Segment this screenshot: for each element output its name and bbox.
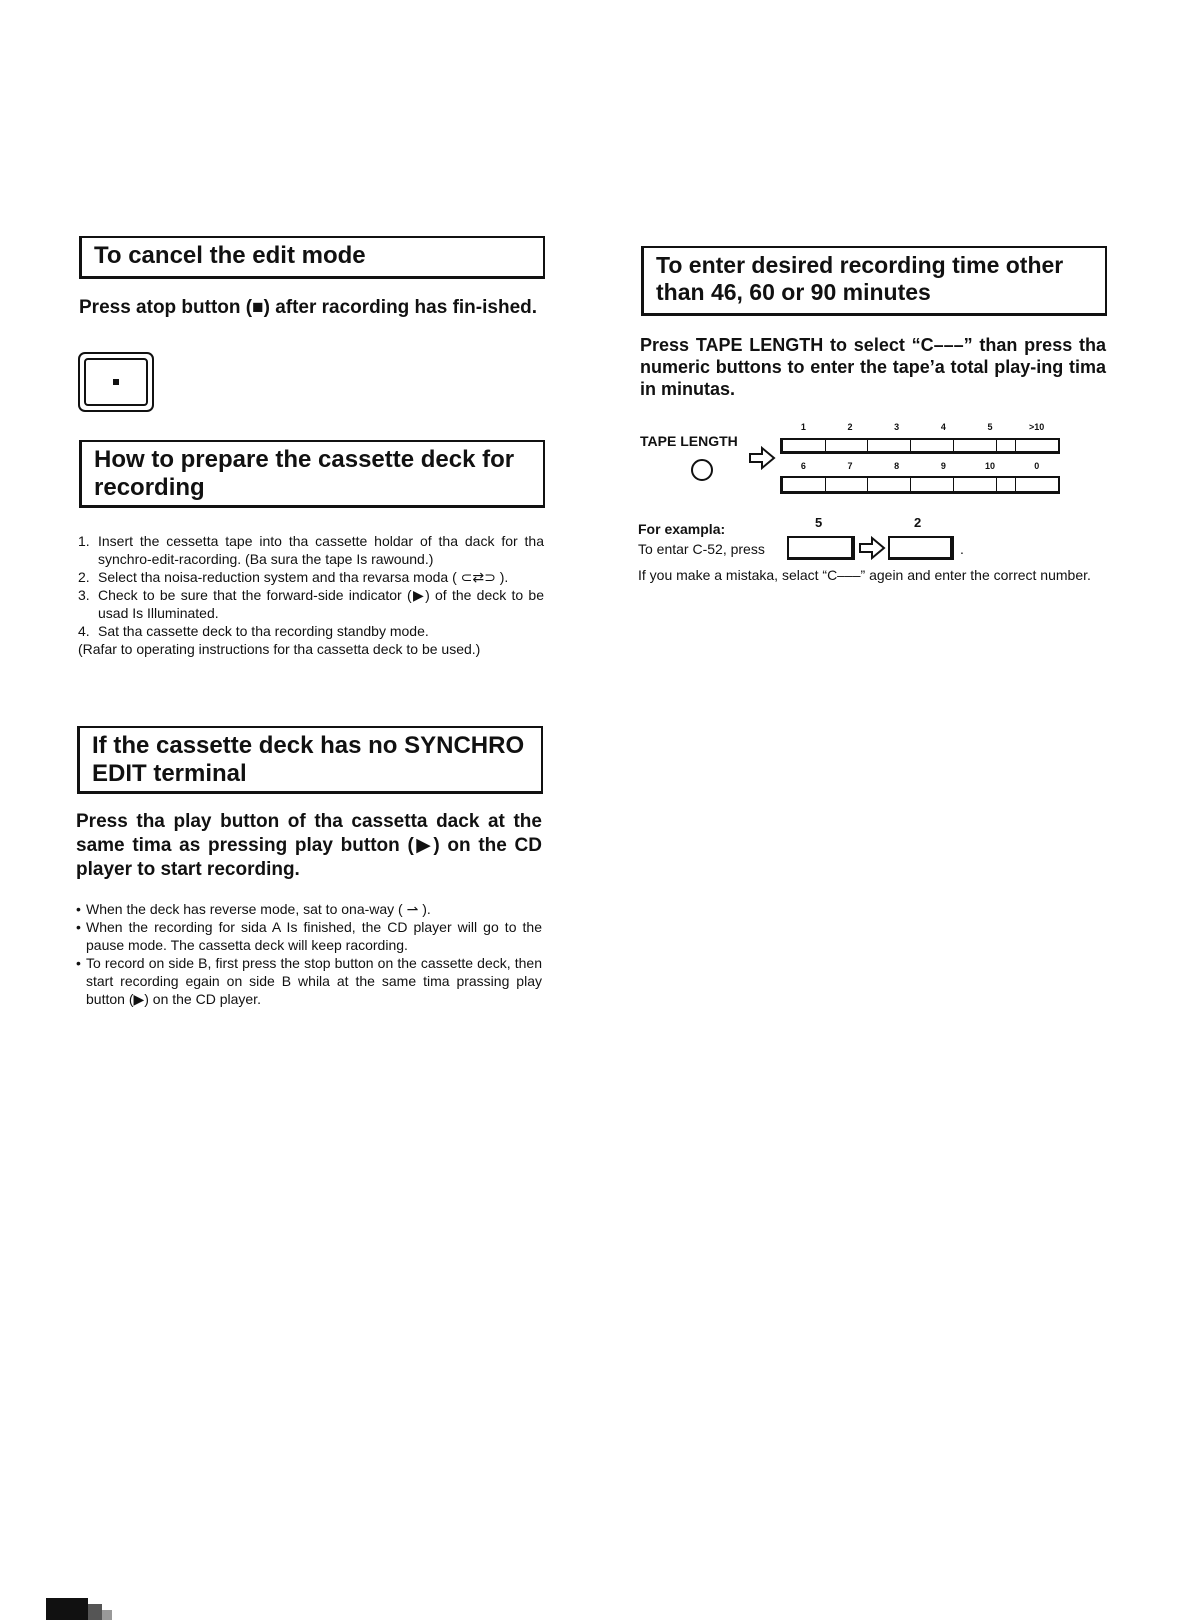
tape-length-button-icon [690, 458, 714, 482]
bottom-row-digit-labels: 6 7 8 9 10 0 [800, 461, 1040, 471]
example-digit-second: 2 [914, 515, 922, 530]
example-digit-first: 5 [815, 515, 823, 530]
cancel-heading: To cancel the edit mode [79, 236, 545, 279]
arrow-right-icon [748, 446, 776, 470]
prepare-heading: How to prepare the cassette deck for recording [79, 440, 545, 508]
numeric-button-row-top [780, 438, 1060, 454]
time-heading: To enter desired recording time other than 46, 60 or 90 minutes [641, 246, 1107, 316]
list-item: 1. Insert the cessetta tape into tha cassette holdar of tha dack for tha synchro-edit-racording. (Ba sura the tape Is rawound.) [78, 533, 544, 567]
list-item: 2. Select tha noisa-reduction system and tha revarsa moda ( ⊂⇄⊃ ). [78, 569, 509, 585]
list-item: • When the recording for sida A Is finished, the CD player will go to the pause mode. The cassetta deck will keep racording. [76, 919, 542, 953]
tape-length-label: TAPE LENGTH [640, 433, 738, 449]
list-item: 4. Sat tha cassette deck to tha recording standby mode. [78, 623, 429, 639]
stop-button-illustration [78, 352, 154, 412]
top-row-digit-labels: 1 2 3 4 5 >10 [800, 422, 1045, 432]
list-item: • When the deck has reverse mode, sat to ona-way ( ⇀ ). [76, 901, 431, 917]
list-item: • To record on side B, first press the stop button on the cassette deck, then start recording egain on side B whila at the same tima prassing play button (▶) on the CD player. [76, 955, 542, 1007]
nosynchro-heading: If the cassette deck has no SYNCHRO EDIT terminal [77, 726, 543, 794]
example-button-2 [888, 536, 954, 560]
scan-corner-mark [46, 1590, 126, 1620]
mistake-note: If you make a mistaka, selact “C–––” agein and enter the correct number. [638, 567, 1091, 583]
time-instruction: Press TAPE LENGTH to select “C–––” than press tha numeric buttons to enter the tape’a total play-ing tima in minutas. [640, 335, 1106, 399]
example-text: To entar C-52, press [638, 541, 765, 557]
stop-icon [113, 379, 119, 385]
nosynchro-bullets [76, 900, 542, 1008]
list-item: 3. Check to be sure that the forward-side indicator (▶) of the deck to be usad Is Illuminated. [78, 587, 544, 621]
example-button-5 [787, 536, 855, 560]
numeric-button-row-bottom [780, 476, 1060, 494]
prepare-note: (Rafar to operating instructions for tha cassetta deck to be used.) [78, 641, 481, 657]
example-end: . [960, 541, 964, 557]
example-label: For exampla: [638, 521, 726, 537]
cancel-instruction: Press atop button (■) after racording has fin-ished. [79, 297, 538, 318]
nosynchro-instruction: Press tha play button of tha cassetta dack at the same tima as pressing play button (▶) on the CD player to start recording. [76, 811, 542, 880]
prepare-steps [78, 532, 544, 658]
arrow-right-icon [858, 536, 886, 560]
